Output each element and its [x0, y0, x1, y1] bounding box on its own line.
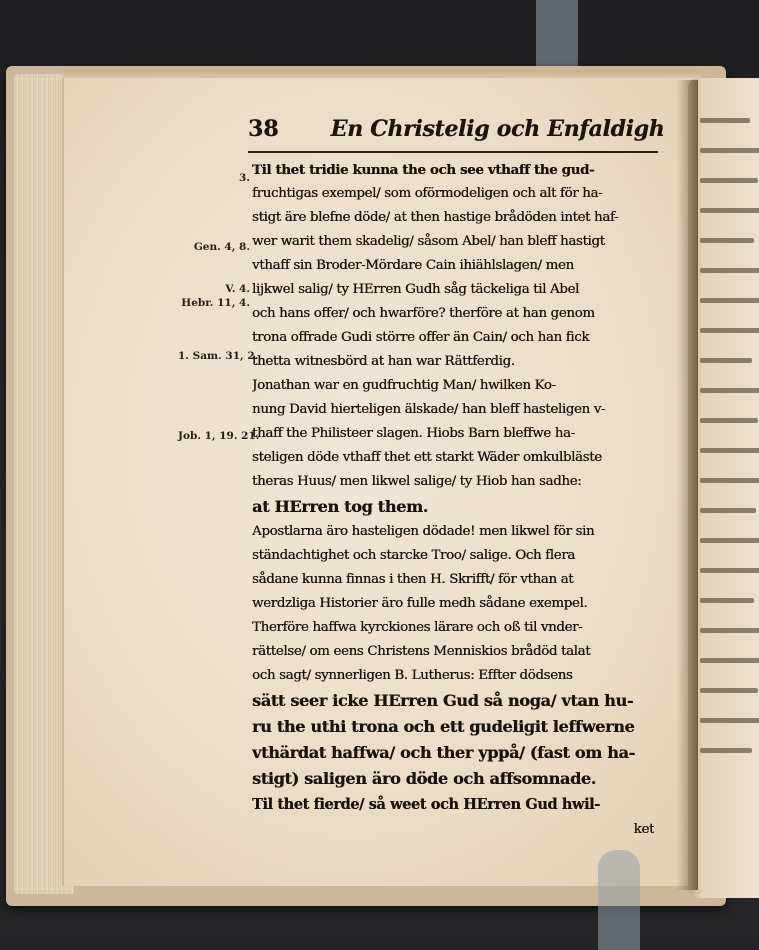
text-line: trona offrade Gudi större offer än Cain/ och han fick — [252, 330, 590, 345]
text-line: lijkwel salig/ ty HErren Gudh såg täckeliga til Abel — [252, 282, 579, 297]
text-line: at HErren tog them. — [252, 497, 428, 516]
text-line: vthärdat haffwa/ och ther yppå/ (fast om ha- — [252, 743, 635, 762]
text-line: fruchtigas exempel/ som oförmodeligen och alt för ha- — [252, 186, 603, 201]
text-line: steligen döde vthaff thet ett starkt Wäder omkulbläste — [252, 450, 602, 465]
text-line: rättelse/ om eens Christens Menniskios brådöd talat — [252, 644, 591, 659]
text-line: stigt äre blefne döde/ at then hastige brådöden intet haf- — [252, 210, 619, 225]
text-line: och sagt/ synnerligen B. Lutherus: Effter dödsens — [252, 668, 573, 683]
text-line: ru the uthi trona och ett gudeligit leffwerne — [252, 717, 635, 736]
text-line: theras Huus/ men likwel salige/ ty Hiob han sadhe: — [252, 474, 582, 489]
text-line: Til thet tridie kunna the och see vthaff the gud- — [252, 162, 595, 178]
text-line: Jonathan war en gudfruchtig Man/ hwilken Ko- — [252, 378, 556, 393]
text-line: Therföre haffwa kyrckiones lärare och oß til vnder- — [252, 620, 583, 635]
header-rule — [248, 151, 658, 153]
facing-page — [688, 78, 759, 898]
text-line: thaff the Philisteer slagen. Hiobs Barn bleffwe ha- — [252, 426, 575, 441]
text-line: werdzliga Historier äro fulle medh sådane exempel. — [252, 596, 588, 611]
catchword: ket — [633, 822, 654, 837]
text-line: Til thet fierde/ så weet och HErren Gud hwil- — [252, 796, 600, 813]
margin-note-job: Job. 1, 19. 21. — [178, 430, 260, 442]
text-line: wer warit them skadelig/ såsom Abel/ han bleff hastigt — [252, 234, 605, 249]
body-text — [252, 158, 654, 842]
text-line: och hans offer/ och hwarföre? therföre at han genom — [252, 306, 595, 321]
text-line: thetta witnesbörd at han war Rättferdig. — [252, 354, 515, 369]
margin-note-hebr: Hebr. 11, 4. — [181, 297, 250, 309]
page-number: 38 — [248, 116, 279, 142]
margin-note-gen: Gen. 4, 8. — [193, 241, 250, 253]
text-line: ständachtighet och starcke Troo/ salige. Och flera — [252, 548, 575, 563]
page-header — [248, 116, 666, 142]
page-gutter — [676, 80, 698, 890]
page-strap-bottom — [598, 850, 640, 950]
text-line: vthaff sin Broder-Mördare Cain ihiählslagen/ men — [252, 258, 574, 273]
text-line: sätt seer icke HErren Gud så noga/ vtan hu- — [252, 691, 634, 710]
text-line: Apostlarna äro hasteligen dödade! men likwel för sin — [252, 524, 595, 539]
margin-note-section-3: 3. — [239, 172, 250, 184]
margin-note-sam: 1. Sam. 31, 2. — [178, 350, 259, 362]
margin-note-v4: V. 4. — [225, 283, 250, 295]
running-head: En Christelig och Enfaldigh — [330, 116, 665, 142]
text-line: stigt) saligen äro döde och affsomnade. — [252, 769, 596, 788]
text-line: nung David hierteligen älskade/ han bleff hasteligen v- — [252, 402, 606, 417]
text-line: sådane kunna finnas i then H. Skrifft/ för vthan at — [252, 572, 574, 587]
